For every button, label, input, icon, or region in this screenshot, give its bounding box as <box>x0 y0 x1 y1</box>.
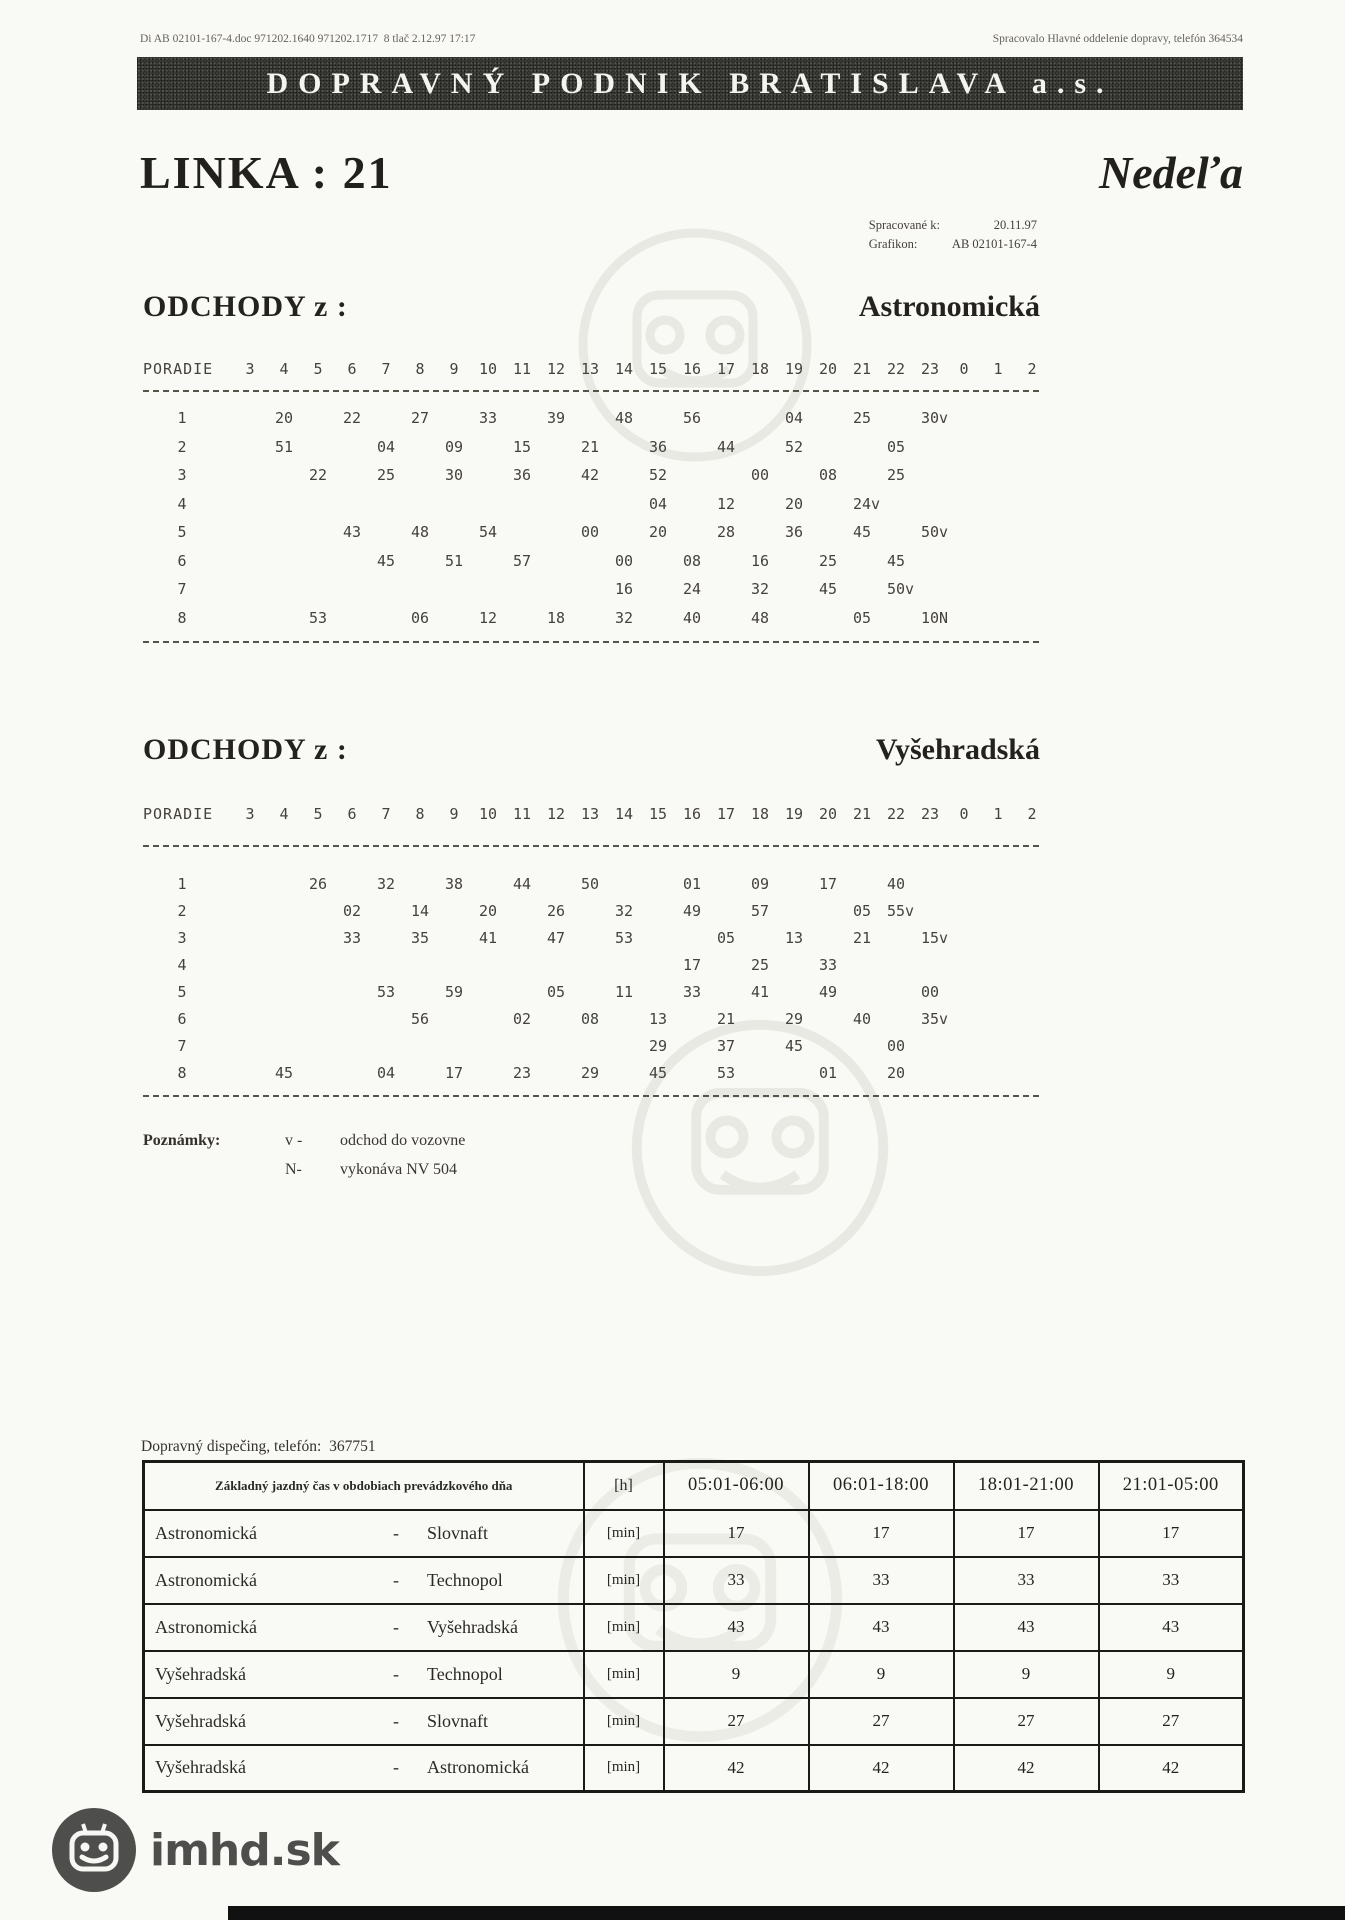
doc-info-left: Di AB 02101-167-4.doc 971202.1640 971202.1717 8 tlač 2.12.97 17:17 <box>140 33 476 45</box>
hour-label: 8 <box>415 360 425 378</box>
course-number: 2 <box>177 437 187 456</box>
departure-minute: 45 <box>819 580 838 598</box>
departure-minute: 00 <box>887 1037 906 1055</box>
note-symbol: v - <box>285 1132 303 1149</box>
departure-minute: 01 <box>819 1064 838 1082</box>
departure-minute: 49 <box>819 983 838 1001</box>
segment-from: Astronomická <box>155 1522 257 1543</box>
departure-minute: 30v <box>921 409 949 427</box>
travel-time-row <box>144 1651 1244 1698</box>
note-line <box>143 1126 465 1155</box>
travel-minutes: 17 <box>1099 1510 1244 1557</box>
title-row <box>140 146 1243 199</box>
travel-minutes: 42 <box>1099 1745 1244 1792</box>
hour-label: 22 <box>886 805 906 823</box>
departure-minute: 36 <box>785 523 804 541</box>
departure-minute: 37 <box>717 1037 736 1055</box>
departure-minute: 05 <box>887 437 906 456</box>
departure-minute: 33 <box>683 983 702 1001</box>
departure-minute: 33 <box>479 409 498 427</box>
note-line <box>143 1155 465 1184</box>
course-number: 3 <box>177 929 187 947</box>
hour-label: 10 <box>478 805 498 823</box>
course-number: 6 <box>177 1010 187 1028</box>
departure-minute: 33 <box>819 956 838 974</box>
travel-minutes: 9 <box>1099 1651 1244 1698</box>
departure-minute: 54 <box>479 523 498 541</box>
segment-from: Astronomická <box>155 1569 257 1590</box>
travel-time-table <box>142 1460 1245 1793</box>
travel-minutes: 9 <box>664 1651 809 1698</box>
departure-minute: 02 <box>343 902 362 920</box>
hour-label: 20 <box>818 805 838 823</box>
departure-minute: 44 <box>513 875 532 893</box>
hour-label: 17 <box>716 805 736 823</box>
departure-minute: 22 <box>309 466 328 484</box>
travel-minutes: 42 <box>664 1745 809 1792</box>
departure-minute: 29 <box>581 1064 600 1082</box>
unit-cell: [min] <box>584 1651 664 1698</box>
travel-minutes: 33 <box>1099 1557 1244 1604</box>
segment-label <box>144 1698 584 1745</box>
note-symbol: N- <box>285 1161 302 1178</box>
departures-section-heading-astronomicka <box>140 290 1040 324</box>
departure-minute: 35v <box>921 1010 949 1028</box>
dashed-divider <box>143 390 1040 392</box>
hour-label: 14 <box>614 360 634 378</box>
departure-minute: 26 <box>309 875 328 893</box>
notes-label: Poznámky: <box>143 1132 221 1149</box>
departure-minute: 04 <box>649 494 668 513</box>
travel-minutes: 27 <box>954 1698 1099 1745</box>
processed-value: 20.11.97 <box>993 218 1037 232</box>
hour-label: 20 <box>818 360 838 378</box>
note-text: odchod do vozovne <box>340 1132 466 1149</box>
departure-minute: 32 <box>751 580 770 598</box>
travel-time-row <box>144 1604 1244 1651</box>
travel-minutes: 33 <box>954 1557 1099 1604</box>
grafikon-label: Grafikon: <box>868 237 918 251</box>
segment-dash: - <box>393 1569 399 1590</box>
travel-table-header-row <box>144 1462 1244 1510</box>
departure-minute: 21 <box>717 1010 736 1028</box>
course-number: 5 <box>177 523 187 541</box>
departure-minute: 12 <box>717 494 736 513</box>
stop-name-astronomicka: Astronomická <box>858 290 1040 323</box>
travel-minutes: 43 <box>664 1604 809 1651</box>
travel-time-row <box>144 1510 1244 1557</box>
hour-label: 1 <box>993 360 1003 378</box>
hour-label: 23 <box>920 805 940 823</box>
departure-minute: 05 <box>853 608 872 627</box>
hour-label: 4 <box>279 360 289 378</box>
segment-from: Vyšehradská <box>155 1757 246 1778</box>
hour-label: 12 <box>546 360 566 378</box>
hour-label: 15 <box>648 805 668 823</box>
departure-minute: 33 <box>343 929 362 947</box>
departure-minute: 44 <box>717 437 736 456</box>
unit-cell: [min] <box>584 1557 664 1604</box>
departure-minute: 50v <box>921 523 949 541</box>
hour-label: 6 <box>347 360 357 378</box>
departure-minute: 13 <box>649 1010 668 1028</box>
departure-minute: 09 <box>751 875 770 893</box>
segment-dash: - <box>393 1522 399 1543</box>
departure-minute: 20 <box>785 494 804 513</box>
imhd-logo <box>50 1806 339 1894</box>
segment-to: Technopol <box>427 1569 503 1590</box>
departure-minute: 36 <box>513 466 532 484</box>
course-number: 8 <box>177 1064 187 1082</box>
grafikon-value: AB 02101-167-4 <box>951 237 1037 251</box>
departure-minute: 29 <box>785 1010 804 1028</box>
period-header: 05:01-06:00 <box>664 1462 809 1510</box>
travel-minutes: 43 <box>809 1604 954 1651</box>
course-number: 4 <box>177 494 187 513</box>
travel-minutes: 43 <box>1099 1604 1244 1651</box>
departure-minute: 45 <box>887 551 906 570</box>
poradie-header: PORADIE <box>143 360 214 378</box>
departure-minute: 12 <box>479 608 498 627</box>
departure-minute: 28 <box>717 523 736 541</box>
hour-label: 19 <box>784 805 804 823</box>
departure-minute: 25 <box>853 409 872 427</box>
departure-minute: 26 <box>547 902 566 920</box>
departure-minute: 16 <box>751 551 770 570</box>
departure-minute: 20 <box>887 1064 906 1082</box>
departure-minute: 52 <box>785 437 804 456</box>
hour-label: 8 <box>415 805 425 823</box>
day-name: Nedeľa <box>1098 147 1243 198</box>
departure-minute: 25 <box>377 466 396 484</box>
departure-minute: 21 <box>581 437 600 456</box>
dispatch-phone-line: Dopravný dispečing, telefón: 367751 <box>141 1438 376 1455</box>
segment-from: Astronomická <box>155 1616 257 1637</box>
departure-minute: 21 <box>853 929 872 947</box>
period-header: 21:01-05:00 <box>1099 1462 1244 1510</box>
departure-minute: 45 <box>785 1037 804 1055</box>
departure-minute: 04 <box>785 409 804 427</box>
company-banner <box>137 57 1243 110</box>
departures-section-heading-vysehradska <box>140 733 1040 767</box>
departure-minute: 29 <box>649 1037 668 1055</box>
departure-minute: 05 <box>853 902 872 920</box>
travel-minutes: 33 <box>664 1557 809 1604</box>
hour-label: 2 <box>1027 360 1037 378</box>
departure-minute: 16 <box>615 580 634 598</box>
segment-from: Vyšehradská <box>155 1710 246 1731</box>
departure-minute: 20 <box>649 523 668 541</box>
departure-minute: 10N <box>921 608 949 627</box>
hour-label: 3 <box>245 360 255 378</box>
unit-cell: [min] <box>584 1510 664 1557</box>
hour-label: 9 <box>449 360 459 378</box>
departure-minute: 51 <box>275 437 294 456</box>
travel-minutes: 33 <box>809 1557 954 1604</box>
departure-minute: 17 <box>819 875 838 893</box>
travel-minutes: 17 <box>954 1510 1099 1557</box>
hour-label: 12 <box>546 805 566 823</box>
departure-minute: 05 <box>547 983 566 1001</box>
period-header: 18:01-21:00 <box>954 1462 1099 1510</box>
segment-label <box>144 1604 584 1651</box>
course-number: 7 <box>177 1037 187 1055</box>
course-number: 1 <box>177 875 187 893</box>
travel-time-table-wrap <box>142 1460 1245 1793</box>
travel-minutes: 43 <box>954 1604 1099 1651</box>
hour-label: 21 <box>852 805 872 823</box>
departure-minute: 35 <box>411 929 430 947</box>
departures-label: ODCHODY z : <box>143 290 348 323</box>
hour-label: 4 <box>279 805 289 823</box>
segment-label <box>144 1651 584 1698</box>
departure-minute: 14 <box>411 902 430 920</box>
unit-header: [h] <box>584 1462 664 1510</box>
travel-minutes: 27 <box>809 1698 954 1745</box>
departure-minute: 05 <box>717 929 736 947</box>
departure-minute: 47 <box>547 929 566 947</box>
departure-minute: 27 <box>411 409 430 427</box>
travel-time-row <box>144 1745 1244 1792</box>
departure-minute: 56 <box>683 409 702 427</box>
hour-label: 0 <box>959 805 969 823</box>
departure-minute: 40 <box>887 875 906 893</box>
departure-minute: 32 <box>615 608 634 627</box>
departure-minute: 04 <box>377 437 396 456</box>
segment-dash: - <box>393 1616 399 1637</box>
departure-minute: 56 <box>411 1010 430 1028</box>
hour-label: 3 <box>245 805 255 823</box>
unit-cell: [min] <box>584 1604 664 1651</box>
departure-minute: 25 <box>887 466 906 484</box>
segment-label <box>144 1510 584 1557</box>
doc-info-row <box>140 33 1243 45</box>
course-number: 6 <box>177 551 187 570</box>
travel-minutes: 17 <box>664 1510 809 1557</box>
departure-minute: 22 <box>343 409 362 427</box>
departure-minute: 53 <box>615 929 634 947</box>
departure-minute: 39 <box>547 409 566 427</box>
departure-minute: 40 <box>853 1010 872 1028</box>
travel-minutes: 9 <box>954 1651 1099 1698</box>
hour-label: 16 <box>682 805 702 823</box>
course-number: 1 <box>177 409 187 427</box>
hour-label: 13 <box>580 805 600 823</box>
course-number: 8 <box>177 608 187 627</box>
departure-minute: 50 <box>581 875 600 893</box>
segment-dash: - <box>393 1757 399 1778</box>
hour-label: 6 <box>347 805 357 823</box>
processed-info <box>869 216 1037 254</box>
hour-label: 18 <box>750 360 770 378</box>
departure-minute: 32 <box>377 875 396 893</box>
segment-label <box>144 1557 584 1604</box>
departure-minute: 00 <box>751 466 770 484</box>
departure-minute: 13 <box>785 929 804 947</box>
dashed-divider <box>143 1095 1040 1097</box>
note-text: vykonáva NV 504 <box>340 1161 458 1178</box>
travel-time-row <box>144 1557 1244 1604</box>
departure-minute: 17 <box>445 1064 464 1082</box>
hour-label: 5 <box>313 805 323 823</box>
hour-label: 9 <box>449 805 459 823</box>
departure-minute: 38 <box>445 875 464 893</box>
departure-minute: 20 <box>479 902 498 920</box>
departure-minute: 01 <box>683 875 702 893</box>
departure-minute: 09 <box>445 437 464 456</box>
departure-minute: 08 <box>683 551 702 570</box>
segment-dash: - <box>393 1710 399 1731</box>
hour-label: 2 <box>1027 805 1037 823</box>
poradie-header: PORADIE <box>143 805 214 823</box>
travel-time-row <box>144 1698 1244 1745</box>
segment-to: Technopol <box>427 1663 503 1684</box>
hour-label: 23 <box>920 360 940 378</box>
departure-minute: 43 <box>343 523 362 541</box>
departure-minute: 06 <box>411 608 430 627</box>
hour-label: 16 <box>682 360 702 378</box>
travel-minutes: 42 <box>954 1745 1099 1792</box>
notes-block <box>143 1126 465 1184</box>
departure-minute: 11 <box>615 983 634 1001</box>
departure-minute: 00 <box>581 523 600 541</box>
departure-minute: 36 <box>649 437 668 456</box>
segment-dash: - <box>393 1663 399 1684</box>
imhd-logo-text: imhd.sk <box>150 1824 339 1876</box>
departure-minute: 17 <box>683 956 702 974</box>
processed-label: Spracované k: <box>868 218 940 232</box>
course-number: 7 <box>177 580 187 598</box>
departure-minute: 18 <box>547 608 566 627</box>
hour-label: 14 <box>614 805 634 823</box>
departure-minute: 57 <box>513 551 532 570</box>
departure-minute: 08 <box>819 466 838 484</box>
travel-minutes: 9 <box>809 1651 954 1698</box>
departure-minute: 04 <box>377 1064 396 1082</box>
departure-minute: 30 <box>445 466 464 484</box>
departure-minute: 53 <box>309 608 328 627</box>
departure-minute: 51 <box>445 551 464 570</box>
departure-minute: 00 <box>921 983 940 1001</box>
departure-minute: 45 <box>853 523 872 541</box>
hour-label: 15 <box>648 360 668 378</box>
hour-label: 7 <box>381 360 391 378</box>
departure-minute: 00 <box>615 551 634 570</box>
timetable-astronomicka <box>140 360 1050 660</box>
dashed-divider <box>143 845 1040 847</box>
departure-minute: 15 <box>513 437 532 456</box>
hour-label: 5 <box>313 360 323 378</box>
hour-label: 18 <box>750 805 770 823</box>
departure-minute: 20 <box>275 409 294 427</box>
departure-minute: 57 <box>751 902 770 920</box>
hour-label: 0 <box>959 360 969 378</box>
departure-minute: 25 <box>819 551 838 570</box>
timetable-vysehradska <box>140 805 1050 1115</box>
hour-label: 11 <box>512 360 532 378</box>
departure-minute: 49 <box>683 902 702 920</box>
departure-minute: 24v <box>853 494 881 513</box>
departure-minute: 40 <box>683 608 702 627</box>
hour-label: 22 <box>886 360 906 378</box>
segment-to: Astronomická <box>427 1757 529 1778</box>
hour-label: 21 <box>852 360 872 378</box>
departure-minute: 45 <box>275 1064 294 1082</box>
travel-minutes: 17 <box>809 1510 954 1557</box>
departure-minute: 48 <box>411 523 430 541</box>
departure-minute: 48 <box>751 608 770 627</box>
travel-table-title: Základný jazdný čas v obdobiach prevádzkového dňa <box>144 1462 584 1510</box>
segment-to: Vyšehradská <box>427 1616 518 1637</box>
imhd-bus-face-icon <box>50 1806 138 1894</box>
departure-minute: 41 <box>751 983 770 1001</box>
departure-minute: 32 <box>615 902 634 920</box>
departure-minute: 15v <box>921 929 949 947</box>
company-banner-title: DOPRAVNÝ PODNIK BRATISLAVA a.s. <box>266 66 1114 100</box>
departure-minute: 53 <box>717 1064 736 1082</box>
hour-label: 17 <box>716 360 736 378</box>
departure-minute: 45 <box>649 1064 668 1082</box>
departure-minute: 08 <box>581 1010 600 1028</box>
departure-minute: 55v <box>887 902 915 920</box>
unit-cell: [min] <box>584 1745 664 1792</box>
departure-minute: 23 <box>513 1064 532 1082</box>
travel-minutes: 27 <box>664 1698 809 1745</box>
hour-label: 10 <box>478 360 498 378</box>
segment-to: Slovnaft <box>427 1710 488 1731</box>
departure-minute: 02 <box>513 1010 532 1028</box>
departure-minute: 45 <box>377 551 396 570</box>
departure-minute: 41 <box>479 929 498 947</box>
dashed-divider <box>143 641 1040 643</box>
departure-minute: 50v <box>887 580 915 598</box>
hour-label: 11 <box>512 805 532 823</box>
stop-name-vysehradska: Vyšehradská <box>876 733 1040 766</box>
period-header: 06:01-18:00 <box>809 1462 954 1510</box>
travel-minutes: 27 <box>1099 1698 1244 1745</box>
departures-label: ODCHODY z : <box>143 733 348 766</box>
segment-to: Slovnaft <box>427 1522 488 1543</box>
hour-label: 1 <box>993 805 1003 823</box>
segment-from: Vyšehradská <box>155 1663 246 1684</box>
travel-minutes: 42 <box>809 1745 954 1792</box>
doc-info-right: Spracovalo Hlavné oddelenie dopravy, telefón 364534 <box>992 33 1243 45</box>
hour-label: 19 <box>784 360 804 378</box>
departure-minute: 25 <box>751 956 770 974</box>
segment-label <box>144 1745 584 1792</box>
departure-minute: 24 <box>683 580 702 598</box>
course-number: 3 <box>177 466 187 484</box>
unit-cell: [min] <box>584 1698 664 1745</box>
hour-label: 13 <box>580 360 600 378</box>
course-number: 5 <box>177 983 187 1001</box>
departure-minute: 42 <box>581 466 600 484</box>
departure-minute: 53 <box>377 983 396 1001</box>
departure-minute: 48 <box>615 409 634 427</box>
hour-label: 7 <box>381 805 391 823</box>
departure-minute: 59 <box>445 983 464 1001</box>
departure-minute: 52 <box>649 466 668 484</box>
course-number: 2 <box>177 902 187 920</box>
scan-edge-bar <box>228 1906 1345 1920</box>
line-title: LINKA : 21 <box>140 147 393 198</box>
course-number: 4 <box>177 956 187 974</box>
